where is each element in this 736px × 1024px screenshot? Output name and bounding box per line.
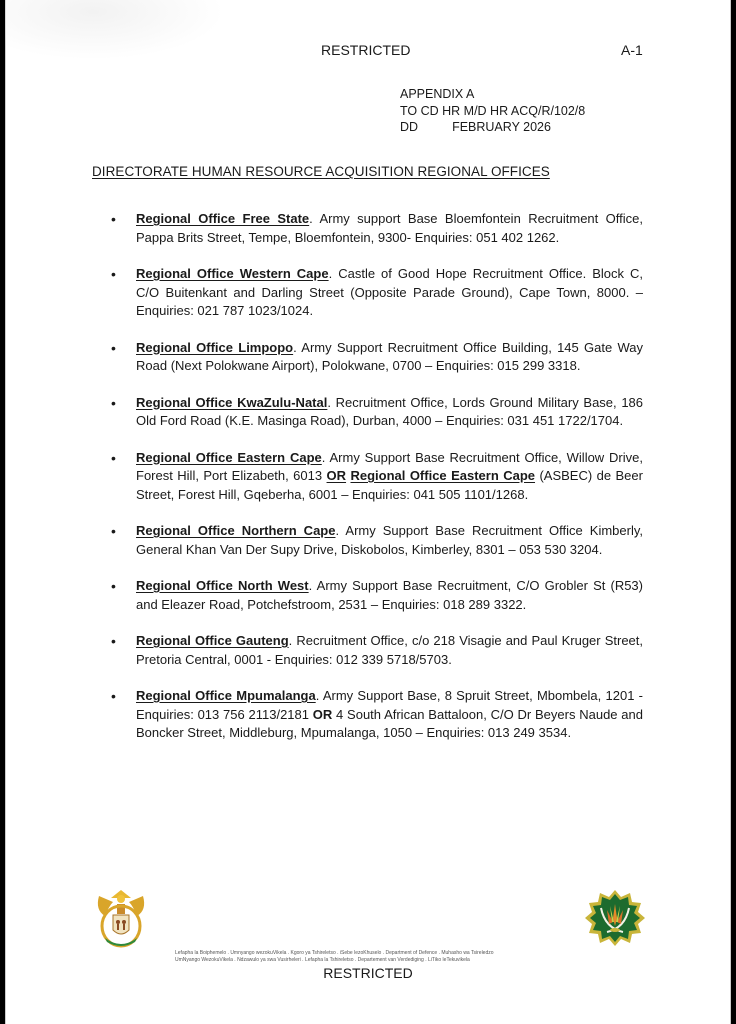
office-alt-details: 4 South African Battaloon, C/O Dr Beyers Naude and Boncker Street, Middleburg, Mpumalanga, 1050 – Enquiries: 013 249 3534. xyxy=(136,706,643,740)
bullet-icon: • xyxy=(111,266,116,282)
office-details: . Army Support Recruitment Office Building, 145 Gate Way Road (Next Polokwane Airport), Polokwane, 0700 – Enquiries: 015 299 3318. xyxy=(136,339,643,373)
appendix-dd: DD xyxy=(400,120,419,134)
bullet-icon: • xyxy=(111,688,116,704)
bullet-icon: • xyxy=(111,449,116,466)
list-item-limpopo xyxy=(111,339,643,376)
list-item-northern-cape xyxy=(111,522,643,559)
office-details: . Army Support Base Recruitment Office, Willow Drive, Forest Hill, Port Elizabeth, 6013 xyxy=(136,449,643,483)
appendix-line-1: APPENDIX A xyxy=(400,87,475,101)
office-details: . Castle of Good Hope Recruitment Office. Block C, C/O Buitenkant and Darling Street (Opposite Parade Ground), Cape Town, 8000. – Enquiries: 021 787 1023/1024. xyxy=(136,266,643,318)
office-name: Regional Office Northern Cape xyxy=(136,523,336,538)
office-name: Regional Office Western Cape xyxy=(136,266,329,281)
appendix-line-2: TO CD HR M/D HR ACQ/R/102/8 xyxy=(400,103,586,118)
office-name: Regional Office North West xyxy=(136,578,309,593)
office-alt-details: (ASBEC) de Beer Street, Forest Hill, Gqeberha, 6001 – Enquiries: 041 505 1101/1268. xyxy=(136,468,643,502)
office-name: Regional Office Mpumalanga xyxy=(136,688,316,703)
appendix-reference xyxy=(400,86,585,136)
bullet-icon: • xyxy=(111,339,116,356)
tagline-line-2: UmNyango WezokuVikela . Ndzawulo ya swa Vusirheleri . Lefapha la Tshireletso . Departement van Verdediging . LiTiko leTekuvikela xyxy=(175,957,470,963)
tagline-line-1: Lefapha la Boiphemelo . Umnyango wezokuVikela . Kgoro ya Tshireletso . iSebe lezoKhuselo . Department of Defence . Muhasho wa Tsireledzo xyxy=(175,950,494,956)
or-separator: OR xyxy=(326,468,347,483)
bullet-icon: • xyxy=(111,578,116,594)
office-details: . Army Support Base Recruitment, C/O Grobler St (R53) and Eleazer Road, Potchefstroom, 2531 – Enquiries: 018 289 3322. xyxy=(136,578,643,612)
footer-classification: RESTRICTED xyxy=(323,965,413,981)
list-item-free-state xyxy=(111,210,643,247)
office-details: . Recruitment Office, Lords Ground Military Base, 186 Old Ford Road (K.E. Masinga Road), Durban, 4000 – Enquiries: 031 451 1722/1704. xyxy=(136,394,644,428)
appendix-line-3 xyxy=(400,119,585,136)
header-classification: RESTRICTED xyxy=(321,42,411,58)
office-name: Regional Office Free State xyxy=(136,211,310,226)
office-details: . Army Support Base Recruitment Office Kimberly, General Khan Van Der Supy Drive, Diskobolos, Kimberley, 8301 – 053 530 3204. xyxy=(136,523,643,557)
list-item-kwazulu-natal xyxy=(111,394,643,431)
appendix-date: FEBRUARY 2026 xyxy=(452,120,551,134)
office-details: . Army Support Base, 8 Spruit Street, Mbombela, 1201 - Enquiries: 013 756 2113/2181 xyxy=(136,688,644,722)
coat-of-arms-icon xyxy=(93,888,149,950)
bullet-icon: • xyxy=(111,523,116,539)
page-number: A-1 xyxy=(621,42,643,58)
office-name: Regional Office Gauteng xyxy=(136,633,289,648)
document-page xyxy=(5,0,731,1024)
office-name: Regional Office Eastern Cape xyxy=(136,449,322,465)
office-name: Regional Office KwaZulu-Natal xyxy=(136,394,328,410)
list-item-mpumalanga xyxy=(111,687,643,743)
list-item-gauteng xyxy=(111,632,643,669)
department-tagline xyxy=(175,950,575,964)
page-title: DIRECTORATE HUMAN RESOURCE ACQUISITION REGIONAL OFFICES xyxy=(92,164,550,179)
office-details: . Army support Base Bloemfontein Recruitment Office, Pappa Brits Street, Tempe, Bloemfontein, 9300- Enquiries: 051 402 1262. xyxy=(136,211,643,245)
photo-glare xyxy=(5,0,225,60)
list-item-eastern-cape xyxy=(111,449,643,505)
bullet-icon: • xyxy=(111,633,116,649)
defence-emblem-icon xyxy=(583,888,647,952)
office-alt-name: Regional Office Eastern Cape xyxy=(350,468,536,483)
bullet-icon: • xyxy=(111,211,116,227)
list-item-western-cape xyxy=(111,265,643,321)
office-name: Regional Office Limpopo xyxy=(136,339,294,355)
bullet-icon: • xyxy=(111,394,116,411)
or-separator: OR xyxy=(312,706,333,722)
office-details: . Recruitment Office, c/o 218 Visagie and Paul Kruger Street, Pretoria Central, 0001 - Enquiries: 012 339 5718/5703. xyxy=(136,633,643,667)
regional-offices-list xyxy=(111,210,643,743)
list-item-north-west xyxy=(111,577,643,614)
